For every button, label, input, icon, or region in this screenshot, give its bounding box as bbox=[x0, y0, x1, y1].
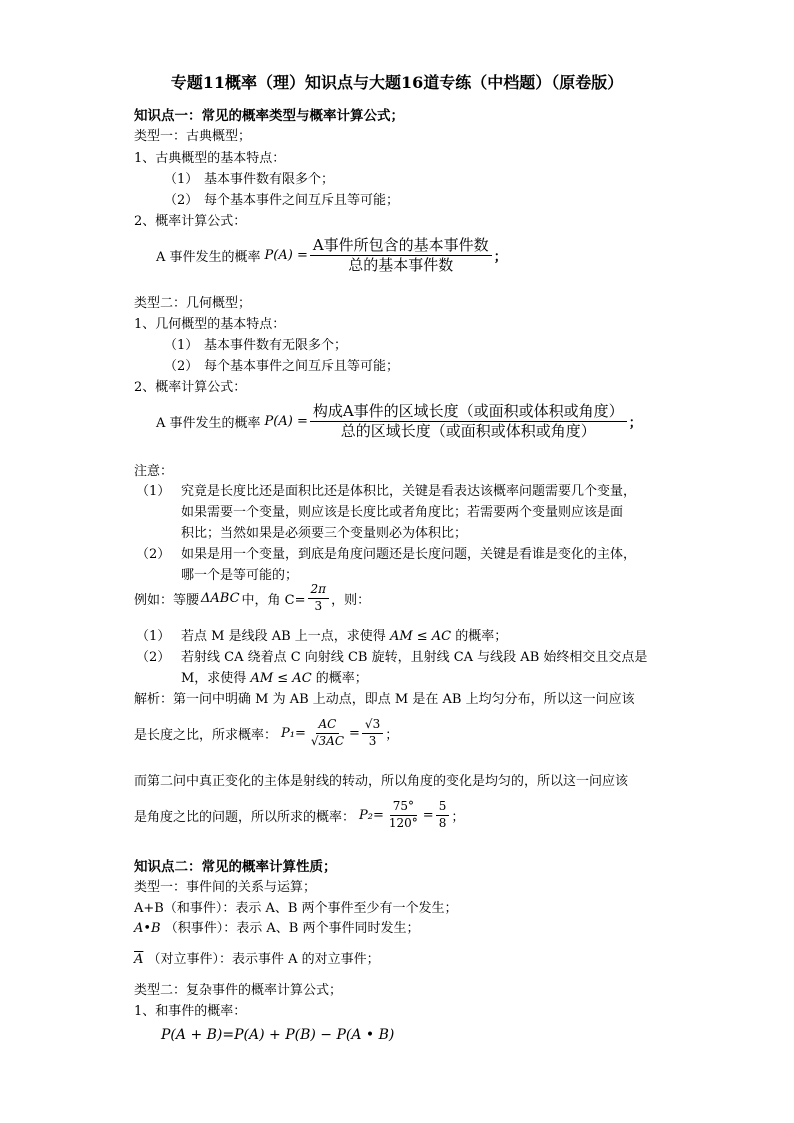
classic-formula bbox=[156, 237, 507, 275]
note-1-line-2: 如果需要一个变量，则应该是长度比或者角度比；若需要两个变量则应该是面 bbox=[181, 505, 624, 520]
product-event-definition bbox=[134, 917, 419, 936]
question-2-text: M，求使得 bbox=[181, 671, 247, 686]
fraction-numerator: √3 bbox=[362, 718, 383, 734]
example-intro-end: ，则： bbox=[331, 592, 371, 608]
question-1 bbox=[181, 625, 507, 644]
fraction-denominator: 总的区域长度（或面积或体积或角度） bbox=[340, 422, 596, 441]
p1-fraction bbox=[308, 718, 347, 749]
fraction-numerator: AC bbox=[316, 718, 340, 734]
note-1-line-1: 究竟是长度比还是面积比还是体积比，关键是看表达该概率问题需要几个变量， bbox=[181, 484, 637, 499]
p1-result-fraction bbox=[362, 718, 383, 749]
classic-feature-2 bbox=[164, 189, 399, 208]
formula-lhs: P(A) = bbox=[264, 248, 308, 264]
question-2-math: AM ≤ AC bbox=[250, 671, 312, 686]
fraction-denominator: 120° bbox=[388, 815, 418, 830]
question-1-text: 若点 M 是线段 AB 上一点，求使得 bbox=[181, 629, 386, 644]
answer-1-line-1: 解析：第一问中明确 M 为 AB 上动点，即点 M 是在 AB 上均匀分布，所以这一问应该 bbox=[134, 692, 635, 707]
example-intro-text: 例如：等腰 bbox=[134, 592, 200, 608]
list-text: 基本事件数有无限多个； bbox=[204, 338, 348, 353]
answer-1-text: 是长度之比，所求概率： bbox=[134, 727, 278, 743]
type-1-events-label: 类型一：事件间的关系与运算； bbox=[134, 880, 317, 895]
p2-result-fraction bbox=[436, 800, 450, 831]
fraction-denominator: 总的基本事件数 bbox=[348, 256, 454, 275]
formula-prefix: A 事件发生的概率 bbox=[156, 416, 261, 432]
answer-2-line-2 bbox=[134, 800, 464, 831]
fraction-numerator: 5 bbox=[436, 800, 450, 816]
answer-2-line-1: 而第二问中真正变化的主体是射线的转动，所以角度的变化是均匀的，所以这一问应该 bbox=[134, 774, 629, 789]
fraction-denominator: 3 bbox=[368, 733, 377, 748]
question-2-number: （2） bbox=[136, 650, 171, 665]
question-1-end: 的概率； bbox=[455, 629, 508, 644]
example-intro bbox=[134, 583, 370, 614]
p1-lhs: P₁= bbox=[281, 725, 306, 741]
question-1-number: （1） bbox=[136, 629, 171, 644]
type-2-label: 类型二：几何概型； bbox=[134, 296, 252, 311]
list-text: 每个基本事件之间互斥且等可能； bbox=[204, 359, 400, 374]
sum-probability-formula: P(A + B)=P(A) + P(B) − P(A • B) bbox=[161, 1027, 395, 1043]
answer-2-text: 是角度之比的问题，所以所求的概率： bbox=[134, 809, 356, 825]
fraction-numerator: 75° bbox=[390, 800, 417, 816]
note-2-number: （2） bbox=[136, 547, 171, 562]
fraction-denominator: √3AC bbox=[310, 733, 345, 748]
classic-feature-1 bbox=[164, 168, 334, 187]
complement-event-math: $\overline{A}$ bbox=[134, 952, 144, 967]
question-1-math: AM ≤ AC bbox=[389, 629, 452, 644]
product-event-text: （积事件）：表示 A、B 两个事件同时发生； bbox=[164, 921, 420, 936]
section-heading-1: 知识点一：常见的概率类型与概率计算公式； bbox=[134, 108, 404, 124]
answer-1-line-2 bbox=[134, 718, 398, 749]
question-2-end: 的概率； bbox=[315, 671, 368, 686]
p2-equals: = bbox=[422, 807, 434, 823]
p1-end: ； bbox=[385, 727, 399, 743]
p2-end: ； bbox=[451, 809, 465, 825]
list-text: 每个基本事件之间互斥且等可能； bbox=[204, 193, 400, 208]
fraction-denominator: 8 bbox=[438, 815, 447, 830]
type-2-complex-label: 类型二：复杂事件的概率计算公式； bbox=[134, 983, 343, 998]
type-1-label: 类型一：古典概型； bbox=[134, 129, 252, 144]
note-label: 注意： bbox=[134, 464, 174, 479]
classic-features-title: 1、古典概型的基本特点： bbox=[134, 151, 286, 166]
geo-calc-title: 2、概率计算公式： bbox=[134, 380, 247, 395]
fraction-numerator: 2π bbox=[308, 583, 330, 599]
formula-fraction bbox=[310, 237, 492, 275]
note-1-number: （1） bbox=[136, 484, 171, 499]
geo-features-title: 1、几何概型的基本特点： bbox=[134, 317, 286, 332]
p2-lhs: P₂= bbox=[359, 807, 384, 823]
note-2-line-2: 哪一个是等可能的； bbox=[181, 568, 299, 583]
geo-feature-1 bbox=[164, 334, 347, 353]
note-1-line-3: 积比；当然如果是必须要三个变量则必为体积比； bbox=[181, 526, 468, 541]
formula-end: ； bbox=[628, 416, 642, 432]
formula-fraction bbox=[310, 403, 627, 441]
fraction-numerator: A事件所包含的基本事件数 bbox=[310, 237, 492, 256]
formula-prefix: A 事件发生的概率 bbox=[156, 250, 261, 266]
section-heading-2: 知识点二：常见的概率计算性质； bbox=[134, 859, 337, 875]
list-number: （2） bbox=[164, 193, 199, 208]
list-number: （1） bbox=[164, 172, 199, 187]
formula-lhs: P(A) = bbox=[264, 414, 308, 430]
list-number: （2） bbox=[164, 359, 199, 374]
list-number: （1） bbox=[164, 338, 199, 353]
sum-event-definition: A+B（和事件）：表示 A、B 两个事件至少有一个发生； bbox=[134, 901, 458, 916]
list-text: 基本事件数有限多个； bbox=[204, 172, 335, 187]
p1-equals: = bbox=[349, 725, 360, 741]
complement-event-definition bbox=[134, 948, 380, 967]
geo-feature-2 bbox=[164, 355, 399, 374]
geo-formula bbox=[156, 403, 642, 441]
example-intro-mid: 中，角 C= bbox=[241, 592, 306, 608]
classic-calc-title: 2、概率计算公式： bbox=[134, 214, 247, 229]
complement-event-text: （对立事件）：表示事件 A 的对立事件； bbox=[147, 952, 380, 967]
page-title: 专题11概率（理）知识点与大题16道专练（中档题）（原卷版） bbox=[170, 73, 624, 92]
question-2-line-1: 若射线 CA 绕着点 C 向射线 CB 旋转，且射线 CA 与线段 AB 始终相交且交点是 bbox=[181, 650, 648, 665]
sum-probability-title: 1、和事件的概率： bbox=[134, 1004, 247, 1019]
angle-fraction bbox=[308, 583, 330, 614]
fraction-denominator: 3 bbox=[314, 598, 323, 613]
formula-end: ； bbox=[493, 250, 507, 266]
note-2-line-1: 如果是用一个变量，到底是角度问题还是长度问题，关键是看谁是变化的主体， bbox=[181, 547, 637, 562]
product-event-math: A•B bbox=[134, 921, 161, 936]
question-2-line-2 bbox=[181, 667, 368, 686]
triangle-label: ΔABC bbox=[201, 590, 240, 606]
p2-fraction bbox=[386, 800, 421, 831]
fraction-numerator: 构成A事件的区域长度（或面积或体积或角度） bbox=[310, 403, 627, 422]
